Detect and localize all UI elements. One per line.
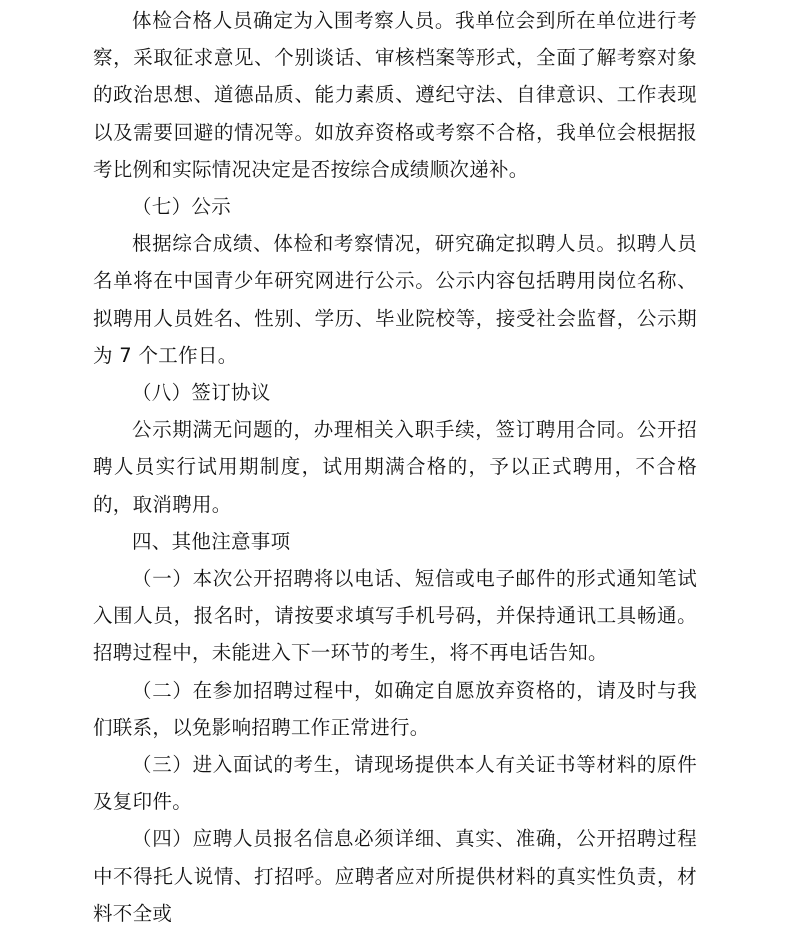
paragraph-note-3: （三）进入面试的考生，请现场提供本人有关证书等材料的原件及复印件。 <box>93 753 697 814</box>
section-heading-notes: 四、其他注意事项 <box>132 529 291 553</box>
section-heading-agreement: （八）签订协议 <box>132 381 271 405</box>
paragraph-note-2: （二）在参加招聘过程中，如确定自愿放弃资格的，请及时与我们联系，以免影响招聘工作正常进行。 <box>93 678 697 739</box>
paragraph-note-4: （四）应聘人员报名信息必须详细、真实、准确，公开招聘过程中不得托人说情、打招呼。应聘者应对所提供材料的真实性负责，材料不全或 <box>93 827 697 925</box>
section-heading-publicity: （七）公示 <box>132 195 232 219</box>
paragraph-note-1: （一）本次公开招聘将以电话、短信或电子邮件的形式通知笔试入围人员，报名时，请按要求填写手机号码，并保持通讯工具畅通。招聘过程中，未能进入下一环节的考生，将不再电话告知。 <box>93 567 697 665</box>
paragraph-publicity-text: 根据综合成绩、体检和考察情况，研究确定拟聘人员。拟聘人员名单将在中国青少年研究网进行公示。公示内容包括聘用岗位名称、拟聘用人员姓名、性别、学历、毕业院校等，接受社会监督，公示期为 7 个工作日。 <box>93 232 697 367</box>
document-page <box>93 0 697 932</box>
paragraph-agreement-text: 公示期满无问题的，办理相关入职手续，签订聘用合同。公开招聘人员实行试用期制度，试用期满合格的，予以正式聘用，不合格的，取消聘用。 <box>93 418 697 516</box>
paragraph-inspection-text: 体检合格人员确定为入围考察人员。我单位会到所在单位进行考察，采取征求意见、个别谈话、审核档案等形式，全面了解考察对象的政治思想、道德品质、能力素质、遵纪守法、自律意识、工作表现以及需要回避的情况等。如放弃资格或考察不合格，我单位会根据报考比例和实际情况决定是否按综合成绩顺次递补。 <box>93 9 697 181</box>
